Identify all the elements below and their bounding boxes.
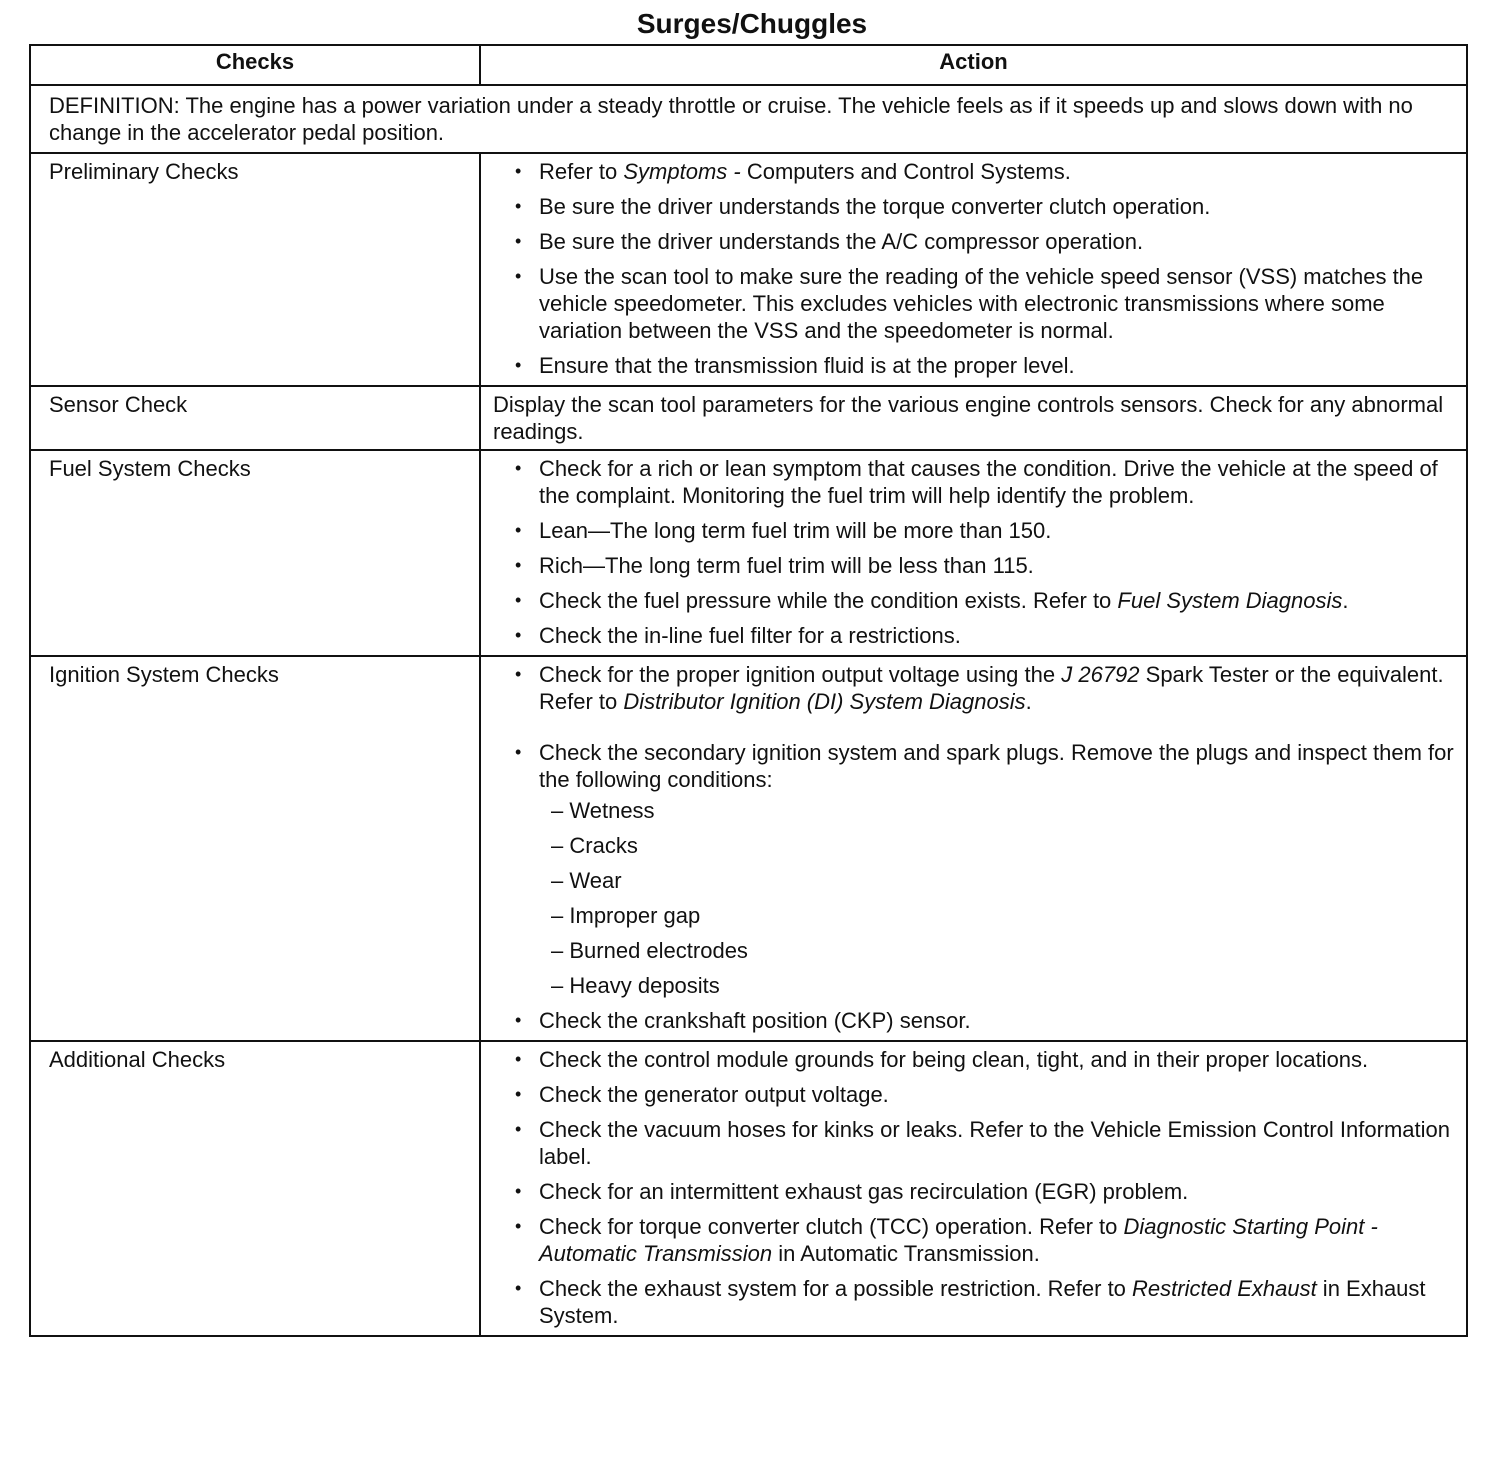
table-row (30, 386, 1467, 450)
bullet-glyph: • (515, 1010, 522, 1030)
list-item: • Check for an intermittent exhaust gas recirculation (EGR) problem. (515, 1179, 1189, 1204)
checks-column-header: Checks (30, 45, 480, 85)
list-item: • Refer to Symptoms - Computers and Control Systems. (515, 159, 1071, 184)
check-name: Fuel System Checks (30, 450, 480, 656)
page-title: Surges/Chuggles (636, 8, 868, 39)
bullet-glyph: • (515, 742, 522, 762)
header-row (30, 45, 1467, 85)
bullet-glyph: • (515, 1278, 522, 1298)
diagnosis-table (29, 44, 1468, 1337)
action-list (493, 1046, 1456, 1329)
table-row (30, 656, 1467, 1041)
action-column-header: Action (480, 45, 1467, 85)
list-item: • Lean—The long term fuel trim will be more than 150. (515, 518, 1052, 543)
condition-item: – Burned electrodes (551, 938, 748, 963)
tool-number-italic: J 26792 (1061, 662, 1140, 687)
bullet-glyph: • (515, 355, 522, 375)
reference-italic: Restricted Exhaust (1132, 1276, 1317, 1301)
list-item: • Check for the proper ignition output voltage using the J 26792 Spark Tester or the equivalent. Refer to Distributor Ignition (DI) System Diagnosis. (515, 662, 1444, 714)
bullet-glyph: • (515, 1181, 522, 1201)
action-list (493, 661, 1456, 1034)
action-list (493, 158, 1456, 379)
condition-item: – Wetness (551, 798, 655, 823)
condition-item: – Improper gap (551, 903, 701, 928)
reference-italic: Distributor Ignition (DI) System Diagnosis (623, 689, 1026, 714)
action-cell (480, 153, 1467, 386)
check-name: Additional Checks (30, 1041, 480, 1336)
reference-italic: Diagnostic Starting Point - Automatic Transmission (539, 1214, 1378, 1266)
list-item: • Check the vacuum hoses for kinks or leaks. Refer to the Vehicle Emission Control Information label. (515, 1117, 1450, 1169)
reference-italic: Symptoms - (623, 159, 741, 184)
list-item: • Be sure the driver understands the torque converter clutch operation. (515, 194, 1211, 219)
bullet-glyph: • (515, 1084, 522, 1104)
list-item: • Check the fuel pressure while the condition exists. Refer to Fuel System Diagnosis. (515, 588, 1349, 613)
list-item: • Check the generator output voltage. (515, 1082, 889, 1107)
check-name: Sensor Check (30, 386, 480, 450)
bullet-glyph: • (515, 1119, 522, 1139)
list-item: • Check the exhaust system for a possible restriction. Refer to Restricted Exhaust in Exhaust System. (515, 1276, 1426, 1328)
condition-item: – Heavy deposits (551, 973, 720, 998)
check-name: Ignition System Checks (30, 656, 480, 1041)
table-row (30, 153, 1467, 386)
definition-row (30, 85, 1467, 153)
list-item: • Check the crankshaft position (CKP) sensor. (515, 1008, 971, 1033)
bullet-glyph: • (515, 161, 522, 181)
list-item: • Ensure that the transmission fluid is at the proper level. (515, 353, 1075, 378)
list-item: • Check for a rich or lean symptom that causes the condition. Drive the vehicle at the speed of the complaint. Monitoring the fuel trim will help identify the problem. (515, 456, 1438, 508)
reference-italic: Fuel System Diagnosis (1117, 588, 1343, 613)
condition-item: – Wear (551, 868, 622, 893)
bullet-glyph: • (515, 458, 522, 478)
bullet-glyph: • (515, 266, 522, 286)
bullet-glyph: • (515, 555, 522, 575)
bullet-glyph: • (515, 664, 522, 684)
action-cell (480, 656, 1467, 1041)
list-item: • Check the in-line fuel filter for a restrictions. (515, 623, 961, 648)
list-item: • Check for torque converter clutch (TCC) operation. Refer to Diagnostic Starting Point - Automatic Transmission in Automatic Transmission. (515, 1214, 1378, 1266)
bullet-glyph: • (515, 1216, 522, 1236)
list-item: • Rich—The long term fuel trim will be less than 115. (515, 553, 1034, 578)
definition-text: DEFINITION: The engine has a power variation under a steady throttle or cruise. The vehicle feels as if it speeds up and slows down with no change in the accelerator pedal position. (30, 85, 1467, 153)
table-row (30, 1041, 1467, 1336)
action-list (493, 455, 1456, 649)
bullet-glyph: • (515, 231, 522, 251)
list-item: • Check the control module grounds for being clean, tight, and in their proper locations. (515, 1047, 1369, 1072)
bullet-glyph: • (515, 625, 522, 645)
check-name: Preliminary Checks (30, 153, 480, 386)
list-item: • Be sure the driver understands the A/C compressor operation. (515, 229, 1144, 254)
list-item: • Check the secondary ignition system and spark plugs. Remove the plugs and inspect them for the following conditions: – Wetness – Cracks – Wear – Improper gap – Burned electrodes – Heavy deposits (493, 739, 1456, 999)
action-text: Display the scan tool parameters for the various engine controls sensors. Check for any abnormal readings. (480, 386, 1467, 450)
table-row (30, 450, 1467, 656)
action-cell (480, 450, 1467, 656)
bullet-glyph: • (515, 520, 522, 540)
action-cell (480, 1041, 1467, 1336)
list-item: • Use the scan tool to make sure the reading of the vehicle speed sensor (VSS) matches the vehicle speedometer. This excludes vehicles with electronic transmissions where some variation between the VSS and the speedometer is normal. (515, 264, 1424, 343)
bullet-glyph: • (515, 590, 522, 610)
bullet-glyph: • (515, 1049, 522, 1069)
bullet-glyph: • (515, 196, 522, 216)
condition-item: – Cracks (551, 833, 638, 858)
conditions-list (539, 797, 1456, 999)
